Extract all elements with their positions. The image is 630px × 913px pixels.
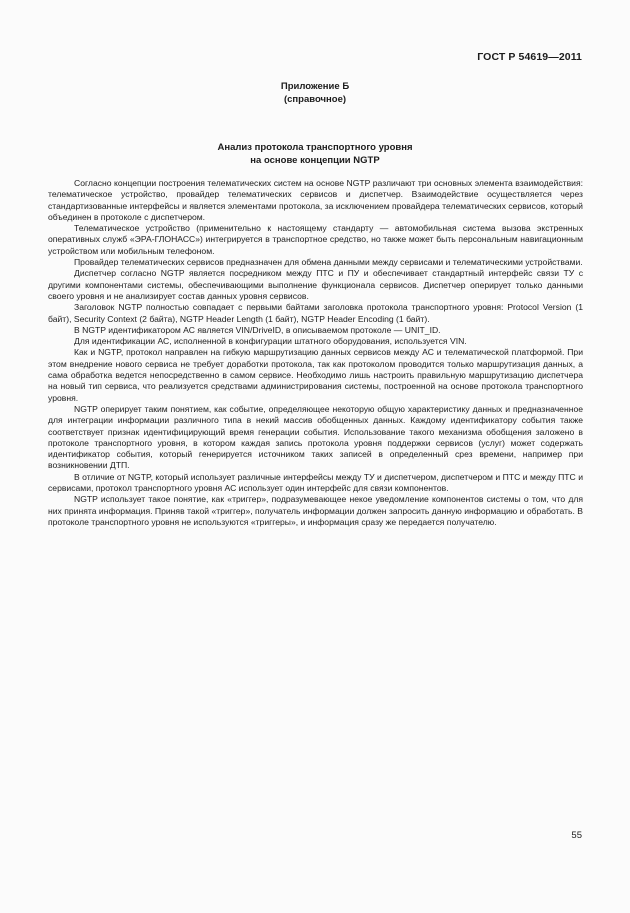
page-number: 55 — [571, 830, 582, 841]
paragraph: Диспетчер согласно NGTP является посредником между ПТС и ПУ и обеспечивает стандартный интерфейс связи ТУ с другими компонентами системы, обеспечивающими выполнение функционала сервисов. Диспетчер оперирует только данными своего уровня и не анализирует состав данных уровня сервисов. — [48, 268, 583, 301]
paragraph: NGTP использует такое понятие, как «триггер», подразумевающее некое уведомление компонентов системы о том, что для них принята информация. Приняв такой «триггер», получатель информации должен запросить данную информацию и обработать. В протоколе транспортного уровня не используются «триггеры», и информация сразу же передается получателю. — [48, 494, 583, 527]
paragraph: В NGTP идентификатором АС является VIN/DriveID, в описываемом протоколе — UNIT_ID. — [74, 324, 441, 335]
paragraph: Согласно концепции построения телематических систем на основе NGTP различают три основных элемента взаимодействия: телематическое устройство, провайдер телематических сервисов и диспетчер. Взаимодействие осуществляется через стандартизованные интерфейсы и является элементами протокола, за исключением провайдера телематических сервисов, который объединен в протоколе с диспетчером. — [48, 178, 583, 222]
appendix-heading — [0, 80, 630, 106]
appendix-title: Приложение Б — [280, 81, 350, 92]
paragraph: Для идентификации АС, исполненной в конфигурации штатного оборудования, используется VIN. — [74, 336, 467, 347]
paragraph: В отличие от NGTP, который использует различные интерфейсы между ТУ и диспетчером, диспетчером и ПТС и между ПТС и сервисами, протокол транспортного уровня АС использует один интерфейс для связи компонентов. — [48, 471, 583, 494]
paragraph: Провайдер телематических сервисов предназначен для обмена данными между сервисами и телематическими устройствами. — [74, 257, 583, 268]
paragraph: Как и NGTP, протокол направлен на гибкую маршрутизацию данных сервисов между АС и телематической платформой. При этом внедрение нового сервиса не требует доработки протокола, так как протоколом проводится только маршрутизация данных, а сама обработка ведется непосредственно в самом сервисе. Необходимо лишь настроить правильную маршрутизацию диспетчера на новый тип сервиса, что реализуется средствами администрирования системы, построенной на основе протокола транспортного уровня. — [48, 347, 583, 403]
body-text — [48, 178, 583, 528]
appendix-note: (справочное) — [283, 94, 347, 105]
paragraph: Телематическое устройство (применительно к настоящему стандарту — автомобильная система вызова экстренных оперативных служб «ЭРА-ГЛОНАСС») интегрируется в транспортное средство, но также может быть персональным навигационным устройством или мобильным телефоном. — [48, 223, 583, 256]
section-title — [0, 141, 630, 167]
standard-number: ГОСТ Р 54619—2011 — [477, 51, 582, 63]
section-title-line-2: на основе концепции NGTP — [250, 155, 380, 166]
paragraph: NGTP оперирует таким понятием, как событие, определяющее некоторую общую характеристику данных и предназначенное для интеграции информации различного типа в некий массив обобщенных данных. Каждому идентификатору события также соответствует признак идентифицирующий время генерации события. Использование такого механизма обобщения заложено в протоколе транспортного уровня, в котором каждая запись протокола уровня поддержки сервисов (услуг) может содержать идентификатор события, который генерируется источником таких записей в определенный срез времени, например при возникновении ДТП. — [48, 403, 583, 471]
section-title-line-1: Анализ протокола транспортного уровня — [217, 142, 413, 153]
paragraph: Заголовок NGTP полностью совпадает с первыми байтами заголовка протокола транспортного уровня: Protocol Version (1 байт), Security Context (2 байта), NGTP Header Length (1 байт), NGTP Header Encoding (1 байт). — [48, 302, 583, 324]
